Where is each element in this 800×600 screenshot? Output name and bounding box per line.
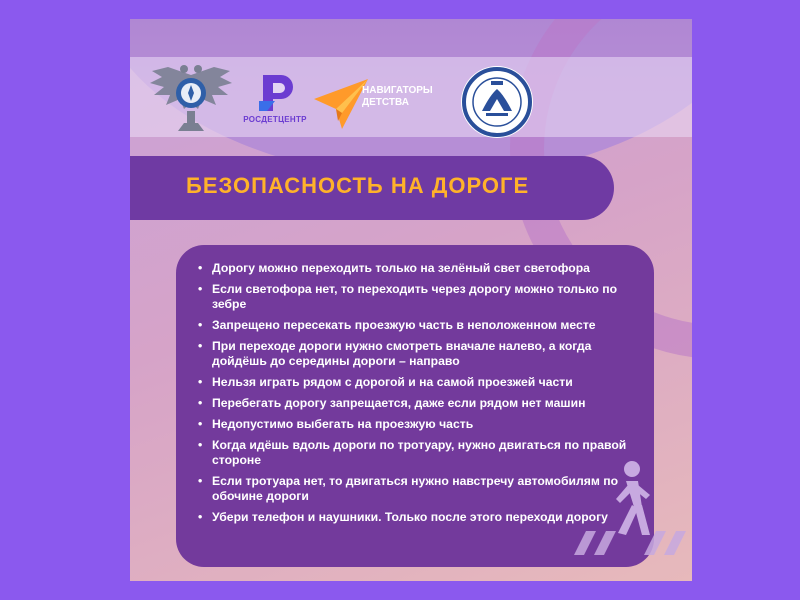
poster-card <box>130 19 692 581</box>
list-item: • Дорогу можно переходить только на зелёный свет светофора <box>198 261 638 276</box>
navigators-logo <box>312 75 442 135</box>
list-item: • Если тротуара нет, то двигаться нужно навстречу автомобилям по обочине дороги <box>198 474 638 504</box>
pedestrian-crossing-icon <box>570 455 690 565</box>
rosdetcenter-logo <box>235 71 315 141</box>
eagle-emblem-icon <box>148 61 234 137</box>
page-title: БЕЗОПАСНОСТЬ НА ДОРОГЕ <box>186 173 530 198</box>
list-item: • При переходе дороги нужно смотреть вначале налево, а когда дойдёшь до середины дороги – направо <box>198 339 638 369</box>
navigators-text <box>362 85 452 109</box>
list-item: • Перебегать дорогу запрещается, даже если рядом нет машин <box>198 396 638 411</box>
rosdetcenter-r-icon <box>257 71 297 115</box>
title-bar <box>130 156 614 220</box>
list-item: • Если светофора нет, то переходить через дорогу можно только по зебре <box>198 282 638 312</box>
institution-seal-icon <box>460 65 534 139</box>
navigators-line1: НАВИГАТОРЫ <box>362 85 433 96</box>
list-item: • Нельзя играть рядом с дорогой и на самой проезжей части <box>198 375 638 390</box>
navigators-line2: ДЕТСТВА <box>362 97 409 108</box>
list-item: • Убери телефон и наушники. Только после этого переходи дорогу <box>198 510 638 525</box>
rosdetcenter-text: РОСДЕТЦЕНТР <box>243 115 307 124</box>
list-item: • Недопустимо выбегать на проезжую часть <box>198 417 638 432</box>
list-item: • Когда идёшь вдоль дороги по тротуару, нужно двигаться по правой стороне <box>198 438 638 468</box>
list-item: • Запрещено пересекать проезжую часть в неположенном месте <box>198 318 638 333</box>
